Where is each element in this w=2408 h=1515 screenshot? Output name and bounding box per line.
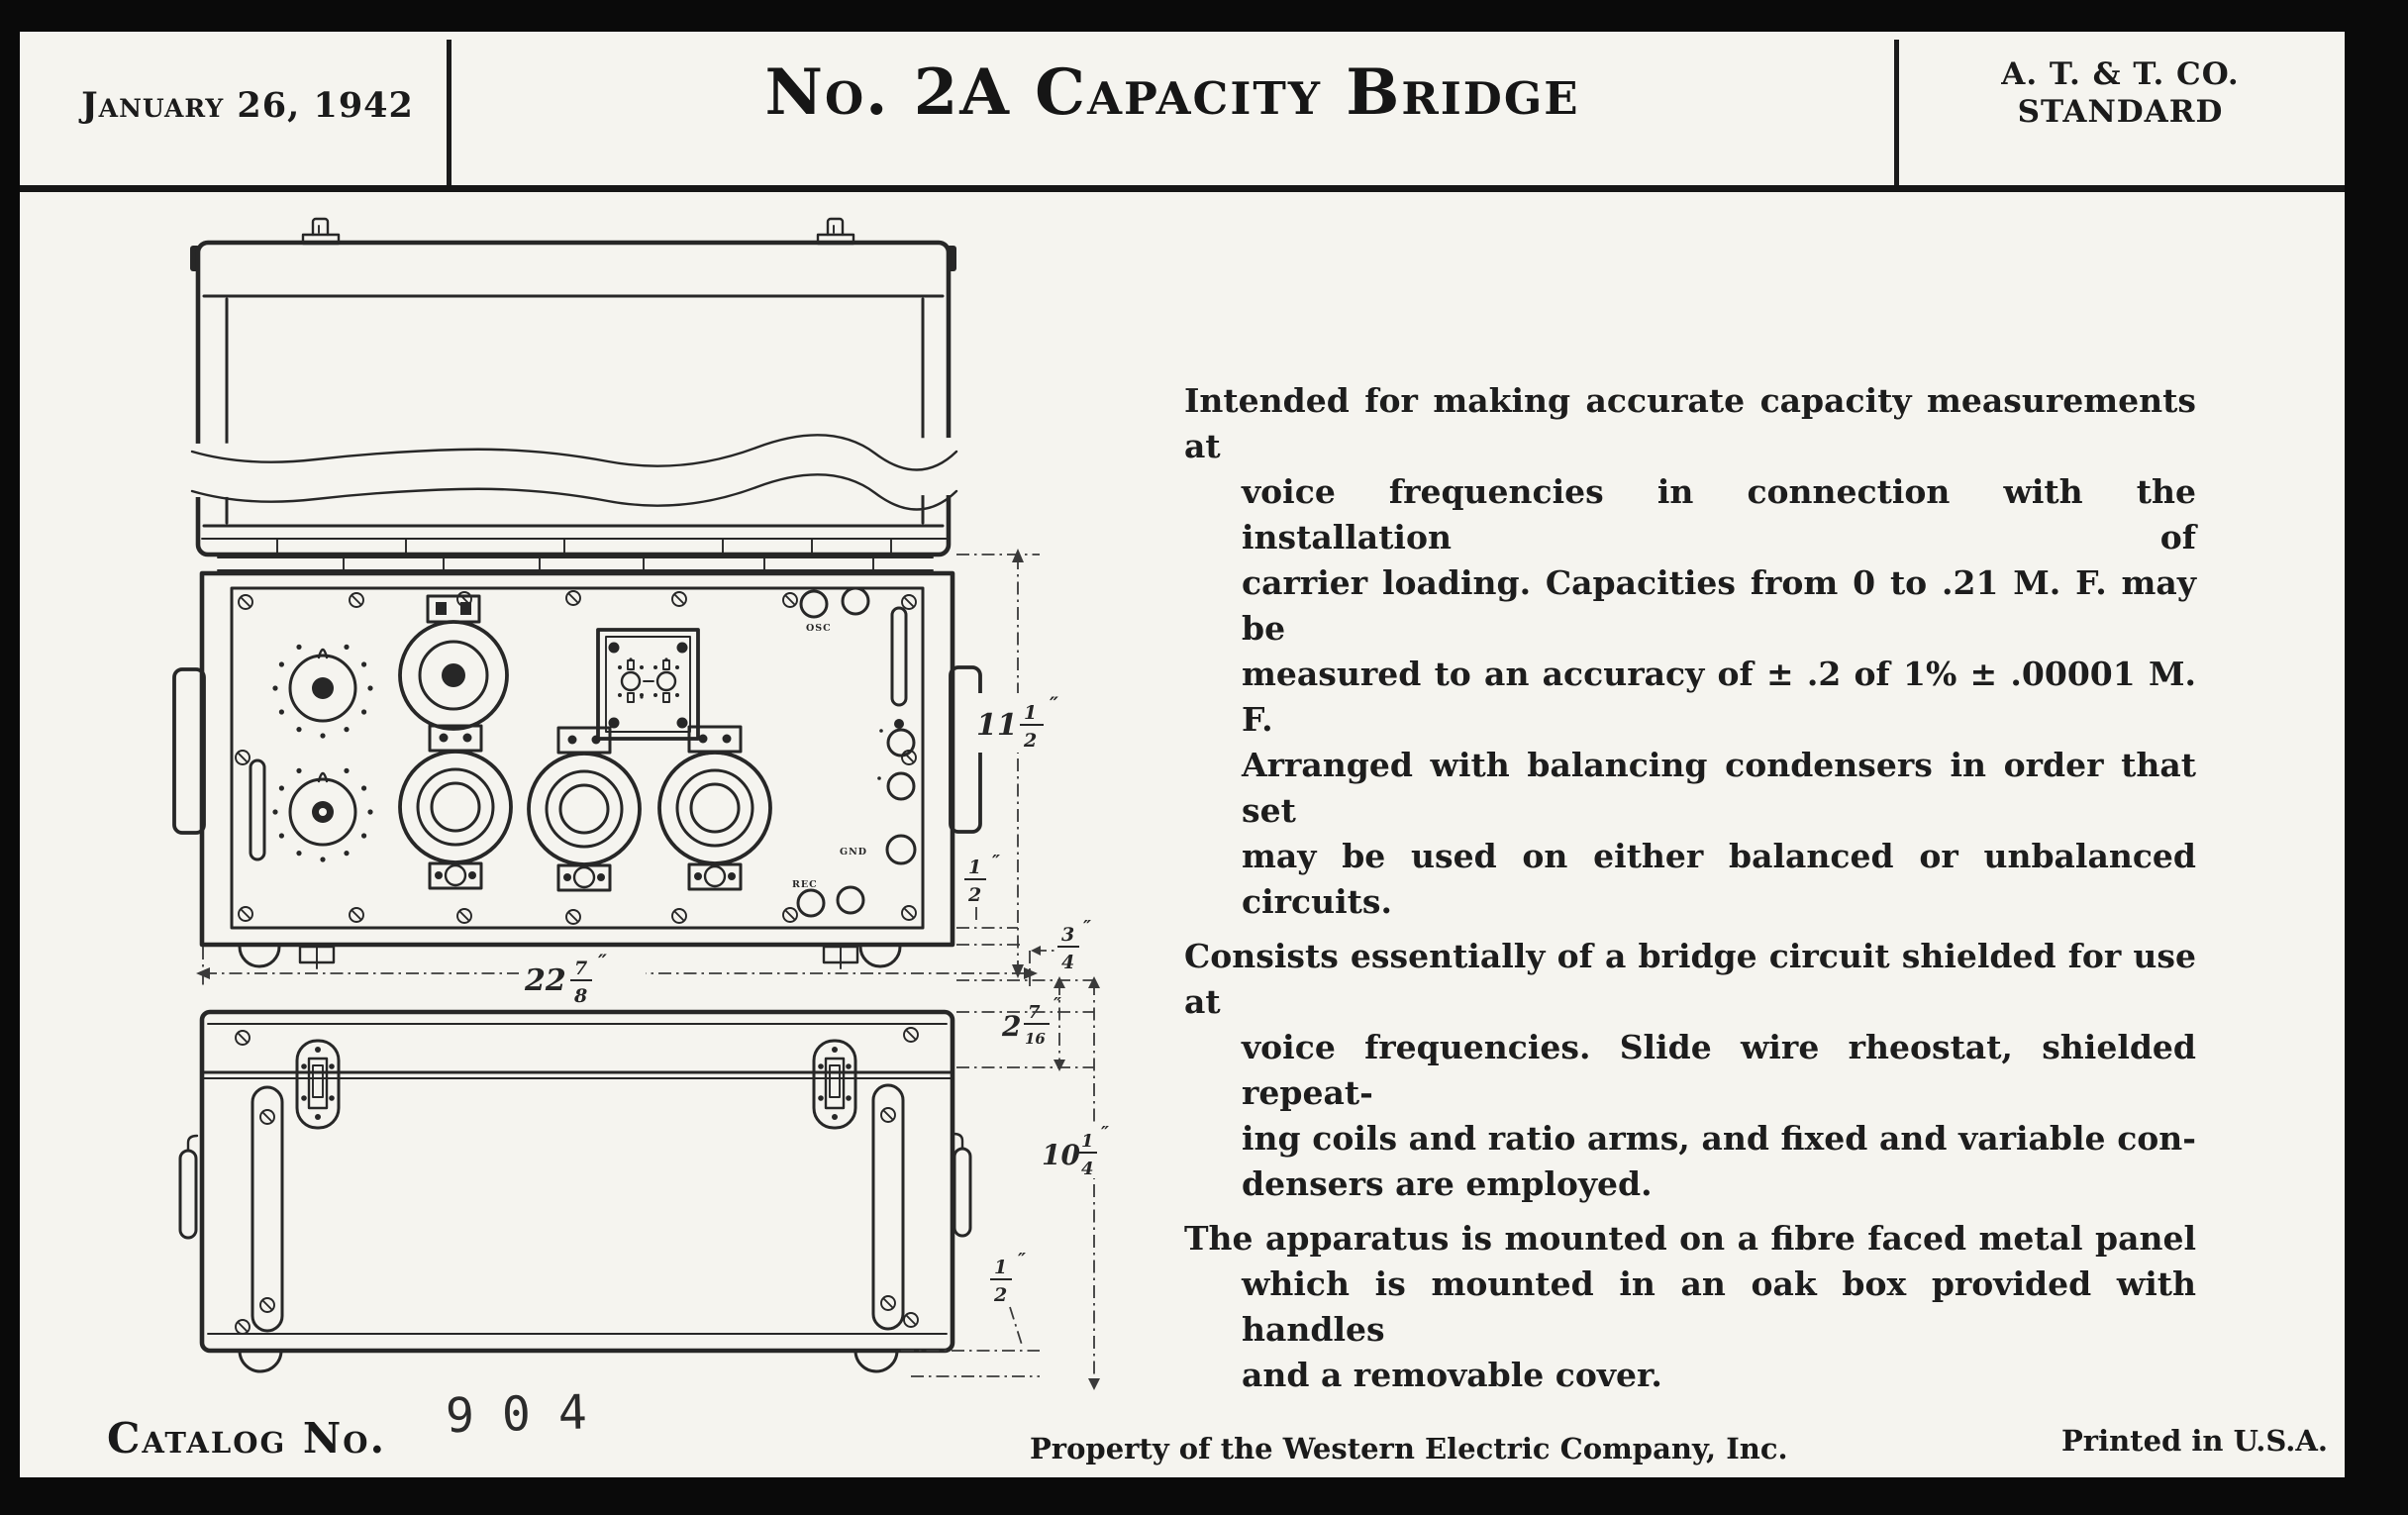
svg-text:2: 2 <box>1002 1010 1022 1043</box>
osc-label: OSC <box>806 623 832 634</box>
box-hook-left <box>180 1136 197 1238</box>
svg-text:1: 1 <box>1081 1131 1094 1152</box>
gnd-label: GND <box>839 847 867 858</box>
description-line: measured to an accuracy of ± .2 of 1% ± .00001 M. F. <box>1242 655 2196 739</box>
description-text <box>1184 378 2196 1407</box>
description-line: and a removable cover. <box>1242 1356 1662 1394</box>
pointer-knob-upper <box>272 645 372 739</box>
svg-text:1: 1 <box>1024 702 1038 724</box>
svg-text:″: ″ <box>992 852 1001 872</box>
catalog-label: Catalog No. <box>107 1414 387 1463</box>
header-date: January 26, 1942 <box>81 85 414 126</box>
svg-text:″: ″ <box>1018 1250 1027 1270</box>
description-line: which is mounted in an oak box provided with handles <box>1242 1264 2196 1349</box>
svg-text:4: 4 <box>1081 1159 1094 1179</box>
description-line: voice frequencies. Slide wire rheostat, shielded repeat- <box>1242 1028 2196 1112</box>
svg-text:″: ″ <box>598 950 607 973</box>
svg-text:16: 16 <box>1025 1030 1046 1048</box>
svg-text:2: 2 <box>1024 730 1038 752</box>
box-foot-left <box>240 1351 281 1371</box>
svg-text:11: 11 <box>976 708 1018 743</box>
svg-text:7: 7 <box>1028 1002 1041 1023</box>
svg-text:2: 2 <box>994 1284 1008 1306</box>
svg-text:4: 4 <box>1061 952 1075 973</box>
header-org-line1: A. T. & T. CO. <box>2001 56 2240 92</box>
svg-text:7: 7 <box>574 958 588 979</box>
panel-drawing <box>174 573 980 968</box>
box-strap-right <box>873 1085 903 1329</box>
svg-text:10: 10 <box>1042 1139 1080 1171</box>
svg-text:3: 3 <box>1061 924 1075 946</box>
header-org-line2: STANDARD <box>2017 94 2224 130</box>
dim-latch-label <box>1001 994 1061 1048</box>
dim-foot-label <box>901 1250 1040 1376</box>
catalog-number: 904 <box>445 1383 616 1445</box>
svg-text:1: 1 <box>994 1257 1008 1278</box>
pointer-knob-lower <box>272 768 372 862</box>
box-drawing <box>180 1012 970 1371</box>
terminal-plate <box>598 630 698 739</box>
description-line: ing coils and ratio arms, and fixed and variable con- <box>1242 1119 2196 1158</box>
svg-text:1: 1 <box>968 857 982 878</box>
lid-clasp-left <box>303 219 339 244</box>
description-paragraph-1 <box>1184 378 2196 925</box>
svg-text:2: 2 <box>968 884 982 906</box>
svg-text:″: ″ <box>1101 1123 1110 1144</box>
dim-panel-lip-label <box>956 852 1022 945</box>
lid-drawing <box>190 219 956 570</box>
side-handle-left <box>174 669 204 833</box>
box-latch-right <box>814 1041 855 1128</box>
header-org <box>1896 55 2345 131</box>
box-hook-right <box>953 1134 970 1236</box>
svg-text:″: ″ <box>1050 692 1058 716</box>
description-paragraph-2 <box>1184 934 2196 1207</box>
dial-top <box>400 596 507 729</box>
description-paragraph-3 <box>1184 1216 2196 1398</box>
box-latch-left <box>297 1041 339 1128</box>
description-line: Arranged with balancing condensers in order that set <box>1242 746 2196 830</box>
panel-slot-left <box>251 760 264 859</box>
page-title: No. 2A Capacity Bridge <box>764 55 1580 130</box>
description-line: Intended for making accurate capacity measurements at <box>1184 381 2196 465</box>
svg-text:″: ″ <box>1083 917 1092 938</box>
box-foot-right <box>855 1351 897 1371</box>
svg-text:8: 8 <box>574 985 588 1007</box>
document-page <box>20 32 2345 1477</box>
description-line: Consists essentially of a bridge circuit shielded for use at <box>1184 937 2196 1021</box>
lid-strip-ticks <box>277 540 891 554</box>
box-strap-left <box>252 1087 282 1331</box>
svg-text:″: ″ <box>1054 994 1062 1015</box>
description-line: The apparatus is mounted on a fibre faced metal panel <box>1184 1219 2196 1258</box>
printed-note: Printed in U.S.A. <box>2061 1424 2328 1458</box>
panel-right-details <box>792 588 915 916</box>
dim-lid-lip-label <box>1031 917 1091 973</box>
rec-label: REC <box>792 879 818 890</box>
svg-text:22: 22 <box>525 963 566 998</box>
lid-clasp-right <box>818 219 853 244</box>
description-line: carrier loading. Capacities from 0 to .21 M. F. may be <box>1242 563 2196 648</box>
hinge-ticks <box>344 557 873 570</box>
description-line: voice frequencies in connection with the installation of <box>1242 472 2196 556</box>
dial-bottom-left <box>400 726 511 888</box>
property-note: Property of the Western Electric Company, Inc. <box>1030 1432 1788 1465</box>
description-line: densers are employed. <box>1242 1164 1653 1203</box>
dial-bottom-middle <box>529 728 640 890</box>
dial-bottom-right <box>659 727 770 889</box>
description-line: may be used on either balanced or unbalanced circuits. <box>1242 837 2196 921</box>
